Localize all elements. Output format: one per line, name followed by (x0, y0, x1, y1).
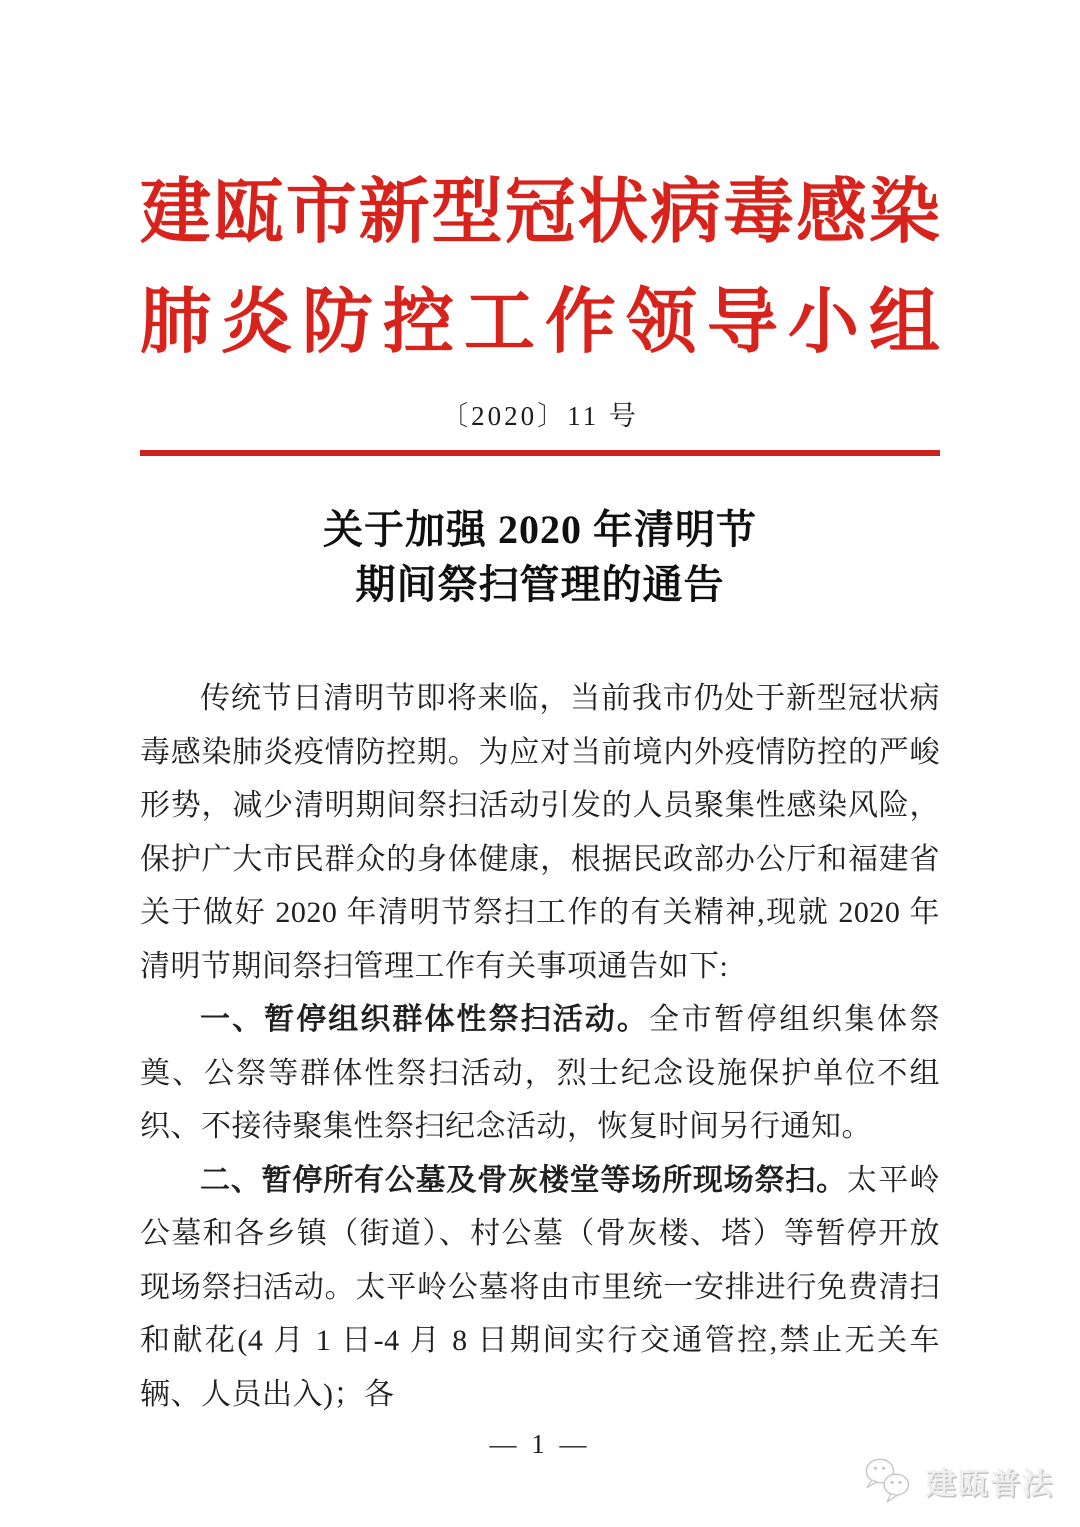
document-header (140, 0, 940, 456)
notice-title-line1: 关于加强 2020 年清明节 (323, 507, 757, 552)
org-name-line1: 建 瓯 市 新 型 冠 状 病 毒 感 染 (140, 174, 940, 252)
org-name-line2: 肺 炎 防 控 工 作 领 导 小 组 (140, 284, 940, 362)
paragraph-item-2-lead: 二、暂停所有公墓及骨灰楼堂等场所现场祭扫。 (200, 1163, 847, 1197)
notice-title-line2: 期间祭扫管理的通告 (355, 562, 725, 607)
paragraph-intro (140, 672, 940, 993)
red-divider-rule (140, 450, 940, 456)
paragraph-item-2-text: 太平岭公墓和各乡镇（街道）、村公墓（骨灰楼、塔）等暂停开放现场祭扫活动。太平岭公墓将由市里统一安排进行免费清扫和献花(4 月 1 日-4 月 8 日期间实行交通管控,禁止无关车辆、人员出入)；各 (140, 1163, 940, 1411)
page-number: — 1 — (489, 1429, 591, 1459)
notice-title (140, 502, 940, 612)
doc-number: 〔2020〕11 号 (441, 401, 639, 431)
paragraph-item-1-text: 全市暂停组织集体祭奠、公祭等群体性祭扫活动，烈士纪念设施保护单位不组织、不接待聚集性祭扫纪念活动，恢复时间另行通知。 (140, 1003, 941, 1143)
wechat-icon (860, 1455, 918, 1507)
paragraph-item-2 (140, 1154, 940, 1422)
watermark-badge (860, 1455, 1054, 1507)
paragraph-item-1-lead: 一、暂停组织群体性祭扫活动。 (200, 1003, 649, 1036)
paragraph-item-1 (140, 993, 940, 1154)
watermark-label: 建瓯普法 (926, 1468, 1054, 1501)
notice-body (140, 672, 940, 1421)
paragraph-intro-text: 传统节日清明节即将来临，当前我市仍处于新型冠状病毒感染肺炎疫情防控期。为应对当前境内外疫情防控的严峻形势，减少清明期间祭扫活动引发的人员聚集性感染风险，保护广大市民群众的身体健康，根据民政部办公厅和福建省关于做好 2020 年清明节祭扫工作的有关精神,现就 2020 年清明节期间祭扫管理工作有关事项通告如下: (140, 682, 940, 983)
